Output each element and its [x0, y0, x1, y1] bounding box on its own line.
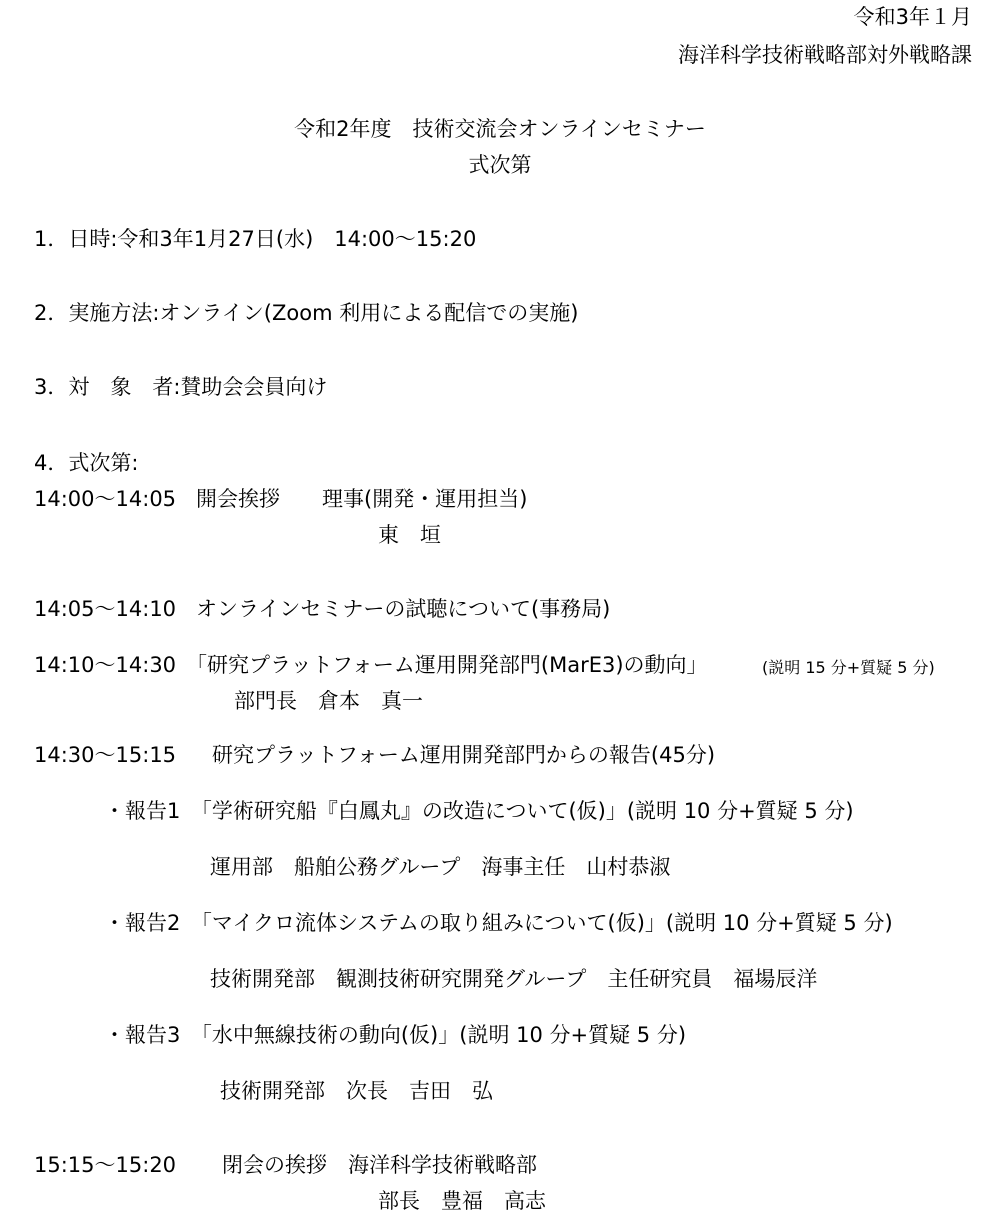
reports-title: 研究プラットフォーム運用開発部門からの報告(45分)	[212, 743, 716, 767]
report2-speaker: 技術開発部 観測技術研究開発グループ 主任研究員 福場辰洋	[210, 967, 818, 991]
trend-title: 「研究プラットフォーム運用開発部門(MarE3)の動向」	[186, 653, 708, 677]
document-subtitle: 式次第	[468, 153, 532, 177]
report3-speaker: 技術開発部 次長 吉田 弘	[220, 1079, 493, 1103]
trend-speaker: 部門長 倉本 真一	[234, 689, 423, 713]
closing-speaker: 部長 豊福 高志	[378, 1189, 546, 1213]
opening-speaker: 東 垣	[378, 523, 441, 547]
trial-title: オンラインセミナーの試聴について(事務局)	[196, 597, 611, 621]
trend-note: (説明 15 分+質疑 5 分)	[762, 658, 935, 677]
opening-time: 14:00～14:05	[34, 487, 177, 511]
document-title: 令和2年度 技術交流会オンラインセミナー	[294, 117, 706, 141]
closing-title: 閉会の挨拶 海洋科学技術戦略部	[222, 1153, 537, 1177]
reports-time: 14:30～15:15	[34, 743, 177, 767]
section-datetime: 1．日時:令和3年1月27日(水) 14:00～15:20	[34, 227, 477, 251]
opening-title: 開会挨拶 理事(開発・運用担当)	[196, 487, 528, 511]
report2-title: ・報告2 「マイクロ流体システムの取り組みについて(仮)」(説明 10 分+質疑 5 分)	[104, 911, 893, 935]
report1-speaker: 運用部 船舶公務グループ 海事主任 山村恭淑	[210, 855, 671, 879]
trial-time: 14:05～14:10	[34, 597, 177, 621]
closing-time: 15:15～15:20	[34, 1153, 177, 1177]
section-audience: 3．対 象 者:賛助会会員向け	[34, 375, 328, 399]
document-date: 令和3年１月	[853, 5, 972, 29]
section-program-heading: 4．式次第:	[34, 451, 139, 475]
report1-title: ・報告1 「学術研究船『白鳳丸』の改造について(仮)」(説明 10 分+質疑 5 分)	[104, 799, 854, 823]
section-method: 2．実施方法:オンライン(Zoom 利用による配信での実施)	[34, 301, 579, 325]
trend-time: 14:10～14:30	[34, 653, 177, 677]
report3-title: ・報告3 「水中無線技術の動向(仮)」(説明 10 分+質疑 5 分)	[104, 1023, 687, 1047]
issuing-department: 海洋科学技術戦略部対外戦略課	[678, 43, 972, 67]
